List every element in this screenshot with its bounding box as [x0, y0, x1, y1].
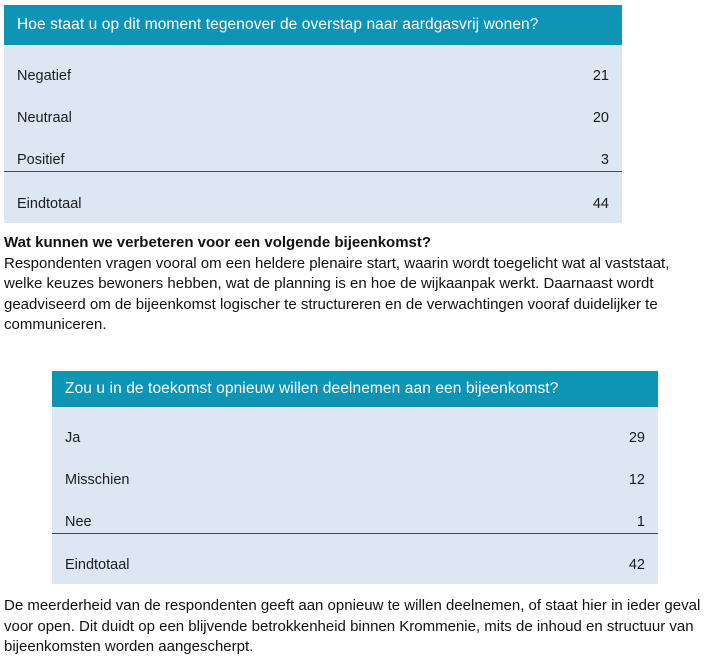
section-conclusion-body: De meerderheid van de respondenten geeft aan opnieuw te willen deelnemen, of staat hier in ieder geval voor open. Dit duidt op een blijvende betrokkenheid binnen Krommenie, mits de inhoud en structuur van bijeenkomsten worden aangescherpt. [4, 597, 701, 655]
row-label: Negatief [17, 68, 72, 83]
pivot-table-responses-body [4, 45, 622, 223]
table-total-row [4, 171, 622, 215]
table-row [52, 449, 658, 491]
table-row [52, 491, 658, 533]
row-value: 3 [600, 151, 609, 168]
total-value: 42 [628, 556, 645, 573]
table-row [52, 407, 658, 449]
total-label: Eindtotaal [17, 196, 82, 211]
row-label: Misschien [65, 472, 130, 487]
row-value: 20 [592, 109, 609, 126]
row-value: 12 [628, 471, 645, 488]
row-label: Neutraal [17, 110, 72, 125]
section-improvements [4, 233, 704, 336]
row-value: 29 [628, 429, 645, 446]
pivot-table-participation [52, 371, 658, 584]
section-conclusion [4, 596, 710, 658]
section-improvements-heading: Wat kunnen we verbeteren voor een volgende bijeenkomst? [4, 234, 432, 251]
table-row [4, 129, 622, 171]
table-bottom-padding [52, 576, 658, 584]
table-row [4, 87, 622, 129]
row-label: Ja [65, 430, 81, 445]
pivot-table-responses-title: Hoe staat u op dit moment tegenover de overstap naar aardgasvrij wonen? [4, 5, 622, 45]
section-improvements-body: Respondenten vragen vooral om een heldere plenaire start, waarin wordt toegelicht wat al vaststaat, welke keuzes bewoners hebben, wat de planning is en hoe de wijkaanpak werkt. Daarnaast wordt geadviseerd om de bijeenkomst logischer te structureren en de verwachtingen vooraf duidelijker te communiceren. [4, 254, 670, 333]
total-label: Eindtotaal [65, 557, 130, 572]
pivot-table-responses [4, 5, 622, 223]
table-row [4, 45, 622, 87]
pivot-table-participation-title: Zou u in de toekomst opnieuw willen deelnemen aan een bijeenkomst? [52, 371, 658, 407]
row-label: Positief [17, 152, 65, 167]
row-value: 1 [636, 513, 645, 530]
row-label: Nee [65, 514, 92, 529]
pivot-table-participation-body [52, 407, 658, 584]
total-value: 44 [592, 195, 609, 212]
table-bottom-padding [4, 215, 622, 223]
row-value: 21 [592, 67, 609, 84]
table-total-row [52, 533, 658, 576]
